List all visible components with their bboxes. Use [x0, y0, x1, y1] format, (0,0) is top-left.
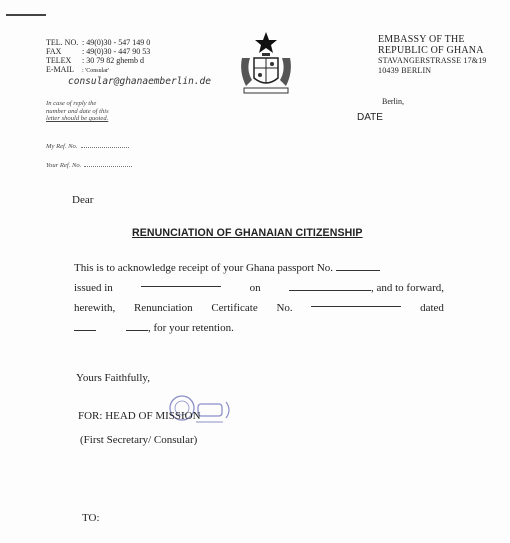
to-label: TO:: [82, 512, 100, 524]
para-line2: issued in on , and to forward,: [74, 278, 444, 298]
para-line4: , for your retention.: [74, 318, 444, 338]
closing: Yours Faithfully,: [76, 372, 150, 384]
embassy-line1: EMBASSY OF THE: [378, 34, 465, 45]
place: Berlin,: [382, 97, 404, 106]
for-head-of-mission: FOR: HEAD OF MISSION: [78, 410, 201, 422]
contact-block: [46, 38, 150, 76]
corner-mark: [6, 14, 46, 16]
para-line3: herewith, Renunciation Certificate No. dated: [74, 298, 444, 318]
embassy-street: STAVANGERSTRASSE 17&19: [378, 56, 487, 65]
your-ref: Your Ref. No.: [46, 162, 132, 169]
email-handwritten: consular@ghanaemberlin.de: [68, 76, 211, 87]
designation: (First Secretary/ Consular): [80, 434, 198, 446]
embassy-line2: REPUBLIC OF GHANA: [378, 45, 484, 56]
salutation: Dear: [72, 194, 94, 206]
fax-line: FAX : 49(0)30 - 447 90 53: [46, 47, 151, 56]
telex-line: TELEX : 30 79 82 ghemb d: [46, 56, 144, 65]
para-line1: This is to acknowledge receipt of your Ghana passport No.: [74, 258, 444, 278]
body-paragraph: [74, 258, 444, 338]
reply-note: In case of reply the number and date of this letter should be quoted.: [46, 100, 109, 123]
my-ref: My Ref. No.: [46, 143, 129, 150]
embassy-header: [378, 34, 487, 76]
date-label: DATE: [357, 112, 383, 123]
letter-title: RENUNCIATION OF GHANAIAN CITIZENSHIP: [132, 227, 363, 239]
tel-line: TEL. NO. : 49(0)30 - 547 149 0: [46, 38, 151, 47]
embassy-city: 10439 BERLIN: [378, 66, 432, 75]
email-line: E-MAIL : 'Consular': [46, 65, 109, 74]
coat-of-arms-icon: [236, 28, 296, 102]
